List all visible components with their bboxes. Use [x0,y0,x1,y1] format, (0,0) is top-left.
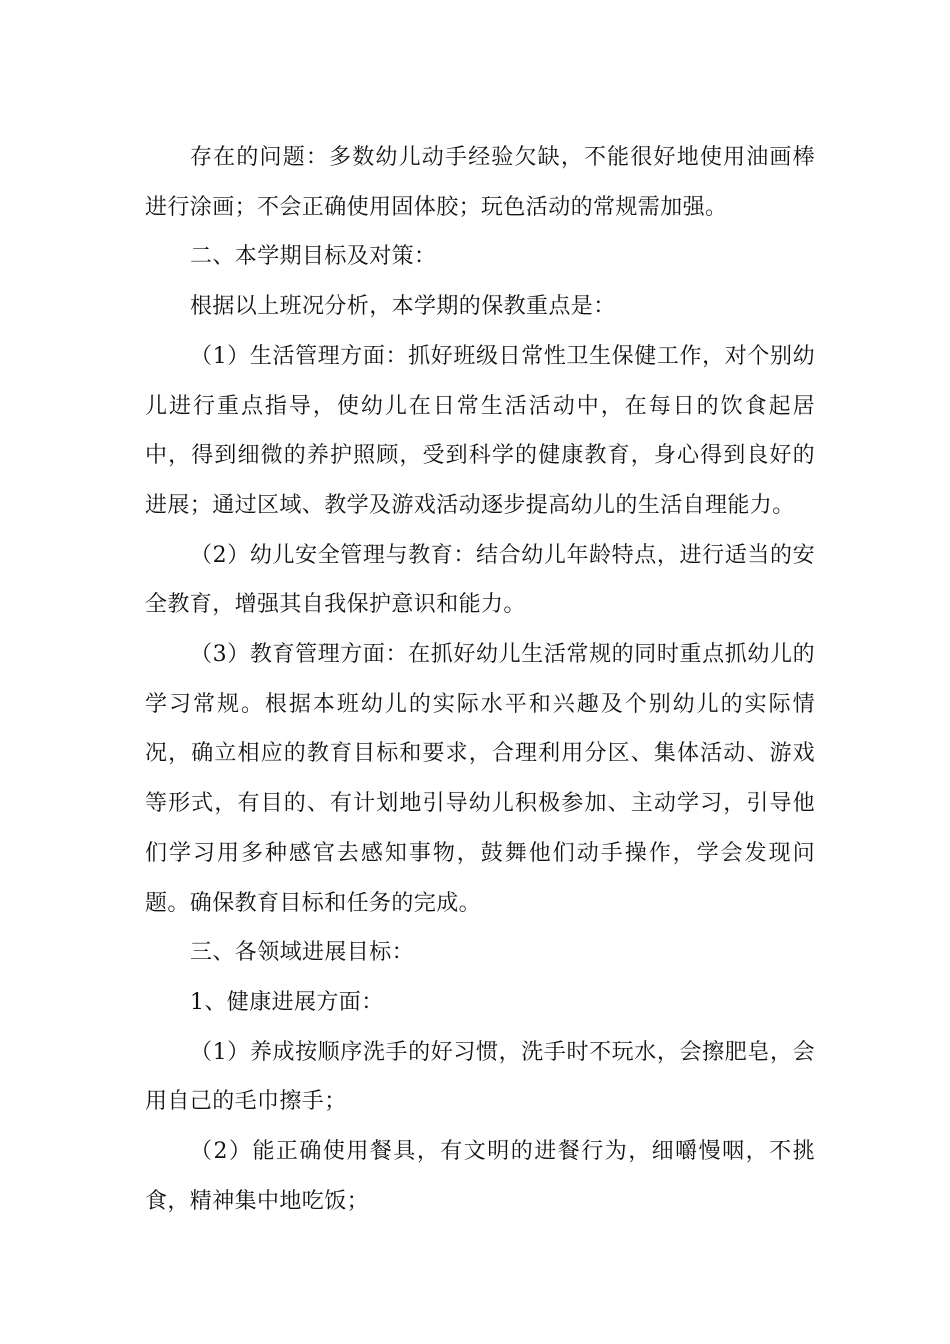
paragraph-education-management: （3）教育管理方面：在抓好幼儿生活常规的同时重点抓幼儿的学习常规。根据本班幼儿的实际水平和兴趣及个别幼儿的实际情况，确立相应的教育目标和要求，合理利用分区、集体活动、游戏等形式，有目的、有计划地引导幼儿积极参加、主动学习，引导他们学习用多种感官去感知事物，鼓舞他们动手操作，学会发现问题。确保教育目标和任务的完成。 [145,642,815,916]
heading-domain-goals: 三、各领域进展目标： [190,940,415,966]
heading-goals-and-measures: 二、本学期目标及对策： [190,244,437,270]
paragraph-focus-intro: 根据以上班况分析，本学期的保教重点是： [190,294,616,320]
document-body [145,133,815,1226]
paragraph-life-management: （1）生活管理方面：抓好班级日常性卫生保健工作，对个别幼儿进行重点指导，使幼儿在日常生活活动中，在每日的饮食起居中，得到细微的养护照顾，受到科学的健康教育，身心得到良好的进展；通过区域、教学及游戏活动逐步提高幼儿的生活自理能力。 [145,343,815,518]
heading-health-development: 1、健康进展方面： [190,989,384,1015]
paragraph-safety-management: （2）幼儿安全管理与教育：结合幼儿年龄特点，进行适当的安全教育，增强其自我保护意识和能力。 [145,542,815,618]
paragraph-handwashing: （1）养成按顺序洗手的好习惯，洗手时不玩水，会擦肥皂，会用自己的毛巾擦手； [145,1039,815,1115]
paragraph-tableware: （2）能正确使用餐具，有文明的进餐行为，细嚼慢咽，不挑食，精神集中地吃饭； [145,1139,815,1214]
paragraph-problems: 存在的问题：多数幼儿动手经验欠缺，不能很好地使用油画棒进行涂画；不会正确使用固体胶；玩色活动的常规需加强。 [145,145,815,220]
